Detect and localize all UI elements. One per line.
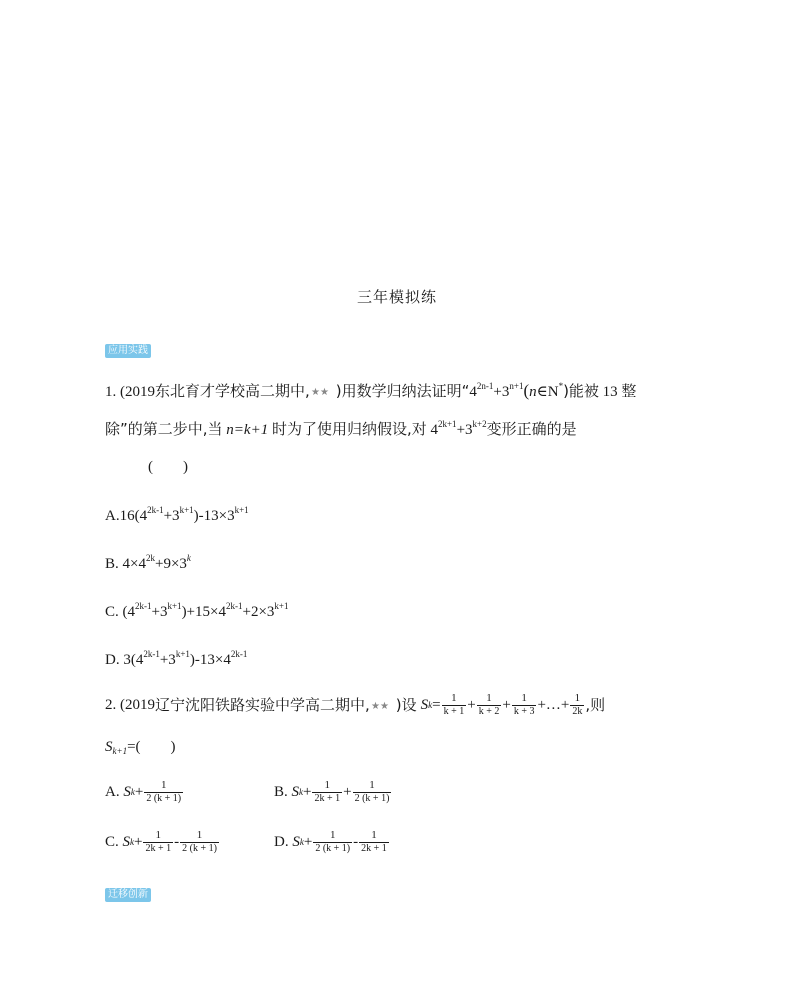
q2-option-d: D. S k + $\frac{1}{2 (k + 1)}$ - $\frac{1}{2k + 1}$ (274, 829, 387, 854)
q1-tail1: )能被 (563, 382, 599, 400)
q1-transform-expr: $4^{2k+1}+3^{k+2}$ (430, 419, 487, 438)
q1-number: 1. (105, 384, 117, 400)
q2-line1: 2. (2019 辽宁沈阳铁路实验中学高二期中, ★★ )设 S k = $\frac{1}{k + 1}$ + $\frac{1}{k + 2}$ + $\frac{1}{k + 3}$ +…+ $\frac{1}{2k}$ ,则 (105, 692, 606, 717)
q2-option-a: A. S k + $\frac{1}{2 (k + 1)}$ (105, 779, 182, 804)
q1-answer-blank: ( ) (148, 459, 188, 475)
q1-line2-c: 变形正确的是 (486, 420, 577, 438)
q1-option-c: C. $(4^{2k-1}+3^{k+1})+15\times 4^{2k-1}+2\times 3^{k+1}$ (105, 601, 289, 620)
q1-intro: )用数学归纳法证明“ (335, 382, 470, 400)
fraction-1-over-2k: $\frac{1}{2k}$ (572, 692, 583, 717)
q1-line1 (105, 380, 636, 403)
difficulty-stars-icon (370, 699, 396, 711)
difficulty-stars-icon (310, 385, 336, 397)
q1-line2-a: 除”的第二步中,当 (105, 420, 223, 438)
q1-option-a: $A.16(4^{2k-1}+3^{k+1})-13\times 3^{k+1}$ (105, 505, 249, 524)
badge-transfer-innovate: 迁移创新 (105, 888, 151, 902)
q1-number-13: 13 (602, 384, 618, 400)
q1-expr: $4^{2n-1}+3^{n+1}(n\in N^*$ (469, 381, 564, 400)
q1-option-d: D. $3(4^{2k-1}+3^{k+1})-13\times 4^{2k-1}$ (105, 649, 248, 668)
q2-number: 2. (105, 697, 117, 713)
section-title: 三年模拟练 (356, 288, 437, 306)
q1-line2-b: 时为了使用归纳假设,对 (271, 420, 427, 438)
q2-line2: $S_{k+1}=$( ) (105, 739, 176, 756)
q1-tail2: 整 (621, 382, 637, 400)
q1-year: (2019 (120, 384, 155, 400)
q1-line2 (105, 418, 577, 441)
fraction-1-over-k3: $\frac{1}{k + 3}$ (513, 692, 535, 717)
fraction-1-over-k2: $\frac{1}{k + 2}$ (478, 692, 500, 717)
fraction-1-over-k1: $\frac{1}{k + 1}$ (443, 692, 465, 717)
svg-text:★★: ★★ (310, 387, 329, 397)
q2-option-b: B. S k + $\frac{1}{2k + 1}$ + $\frac{1}{2 (k + 1)}$ (274, 779, 390, 804)
q1-condition: n=k+1 (226, 422, 269, 438)
q2-year: (2019 (120, 697, 155, 713)
q1-source: 东北育才学校高二期中, (155, 382, 310, 400)
q1-option-b: B. $4\times 4^{2k}+9\times 3^k$ (105, 553, 191, 572)
badge-apply-practice: 应用实践 (105, 344, 151, 358)
q2-source: 辽宁沈阳铁路实验中学高二期中, (155, 696, 370, 714)
q2-tail: ,则 (585, 696, 606, 714)
q2-intro: )设 (395, 696, 417, 714)
q2-option-c: C. S k + $\frac{1}{2k + 1}$ - $\frac{1}{2 (k + 1)}$ (105, 829, 217, 854)
svg-text:★★: ★★ (370, 701, 389, 711)
